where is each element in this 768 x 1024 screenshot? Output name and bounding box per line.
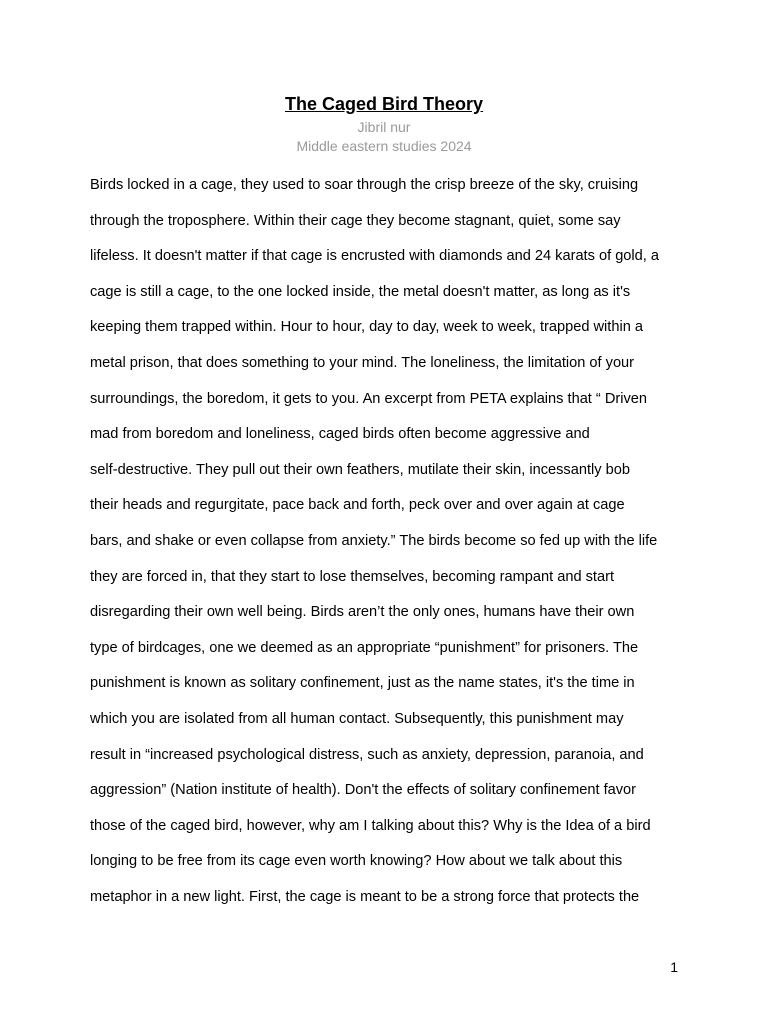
body-line: their heads and regurgitate, pace back and forth, peck over and over again at cage [90,497,625,514]
body-line: disregarding their own well being. Birds aren’t the only ones, humans have their own [90,604,635,621]
body-line: aggression” (Nation institute of health). Don't the effects of solitary confinement favor [90,782,637,799]
course-name: Middle eastern studies 2024 [296,138,472,154]
author-name: Jibril nur [357,119,411,135]
body-line: surroundings, the boredom, it gets to you. An excerpt from PETA explains that “ Driven [90,390,647,407]
body-line: result in “increased psychological distress, such as anxiety, depression, paranoia, and [90,746,644,763]
body-line: through the troposphere. Within their cage they become stagnant, quiet, some say [90,212,621,229]
body-line: punishment is known as solitary confinement, just as the name states, it's the time in [90,675,635,692]
body-line: those of the caged bird, however, why am I talking about this? Why is the Idea of a bird [90,817,651,834]
body-line: type of birdcages, one we deemed as an appropriate “punishment” for prisoners. The [90,639,639,656]
body-line: cage is still a cage, to the one locked inside, the metal doesn't matter, as long as it's [90,283,631,300]
body-line: self-destructive. They pull out their own feathers, mutilate their skin, incessantly bob [90,461,630,478]
body-line: which you are isolated from all human contact. Subsequently, this punishment may [90,710,624,727]
page-number: 1 [670,959,678,975]
body-line: mad from boredom and loneliness, caged birds often become aggressive and [90,426,590,443]
body-line: lifeless. It doesn't matter if that cage is encrusted with diamonds and 24 karats of gold, a [90,248,660,265]
body-line: Birds locked in a cage, they used to soar through the crisp breeze of the sky, cruising [90,177,639,193]
body-line: metaphor in a new light. First, the cage is meant to be a strong force that protects the [90,888,640,905]
body-line: they are forced in, that they start to lose themselves, becoming rampant and start [90,568,615,585]
body-line: keeping them trapped within. Hour to hour, day to day, week to week, trapped within a [90,319,643,336]
body-line: metal prison, that does something to your mind. The loneliness, the limitation of your [90,354,635,371]
body-paragraph [90,168,686,915]
document-title: The Caged Bird Theory [284,94,484,114]
body-line: bars, and shake or even collapse from anxiety.” The birds become so fed up with the life [90,532,658,549]
body-line: longing to be free from its cage even worth knowing? How about we talk about this [90,853,623,870]
